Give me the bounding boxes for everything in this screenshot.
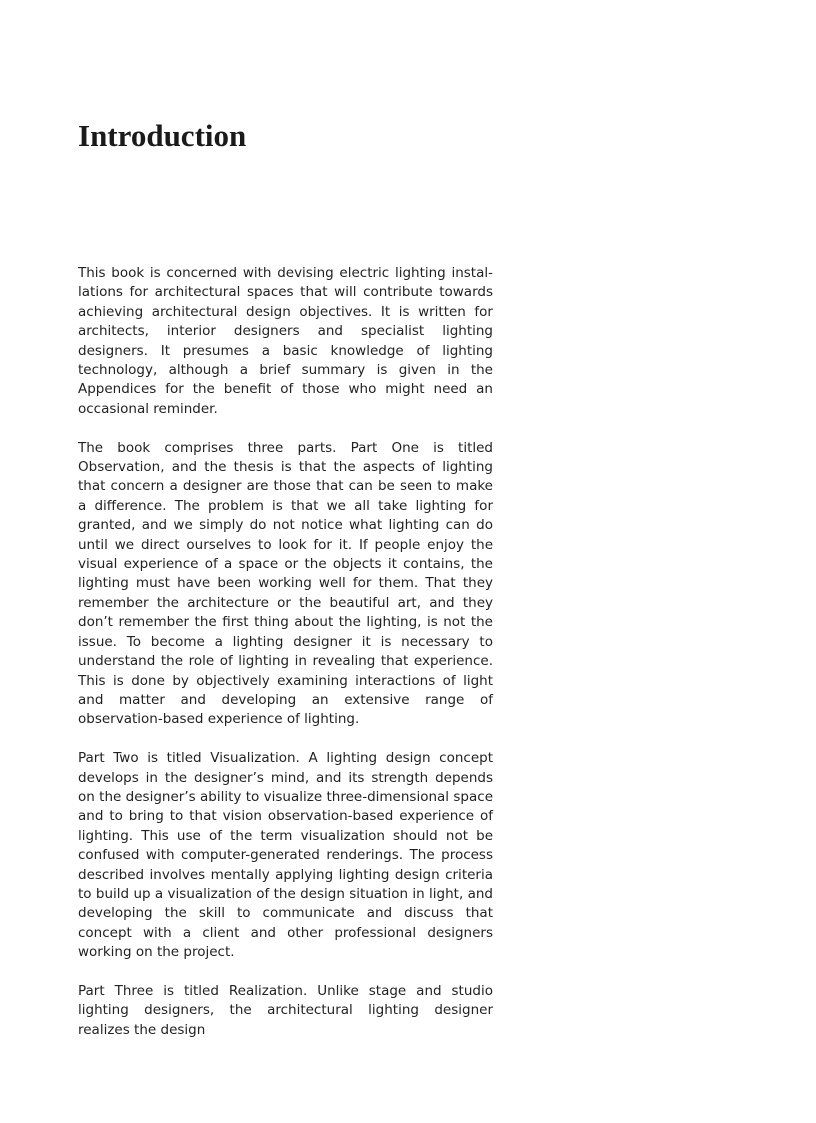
chapter-title: Introduction <box>78 118 247 153</box>
paragraph-3: Part Two is titled Visualization. A lighting design concept develops in the designer’s mind, and its strength depends on the designer’s ability to visualize three-dimensional space and to bring to that vision observation-based experience of lighting. This use of the term visualization should not be confused with computer-generated renderings. The process described involves mentally applying lighting design criteria to build up a visualization of the design situation in light, and developing the skill to communicate and discuss that concept with a client and other professional designers working on the project. <box>78 750 493 961</box>
paragraph-1: This book is concerned with devising electric lighting installations for architectural spaces that will contribute towards achieving architectural design objectives. It is written for architects, interior designers and specialist lighting designers. It presumes a basic knowledge of lighting technology, although a brief summary is given in the Appendices for the benefit of those who might need an occasional reminder. <box>78 265 493 417</box>
body-text <box>78 264 493 1040</box>
paragraph-2: The book comprises three parts. Part One is titled Observation, and the thesis is that the aspects of lighting that concern a designer are those that can be seen to make a difference. The problem is that we all take lighting for granted, and we simply do not notice what lighting can do until we direct ourselves to look for it. If people enjoy the visual experience of a space or the objects it contains, the lighting must have been working well for them. That they remember the architecture or the beautiful art, and they don’t remember the first thing about the lighting, is not the issue. To become a lighting designer it is necessary to understand the role of lighting in revealing that experience. This is done by objectively examining interactions of light and matter and developing an extensive range of observation-based experience of lighting. <box>78 439 493 728</box>
paragraph-4: Part Three is titled Realization. Unlike stage and studio lighting designers, the architectural lighting designer realizes the design <box>78 982 493 1038</box>
